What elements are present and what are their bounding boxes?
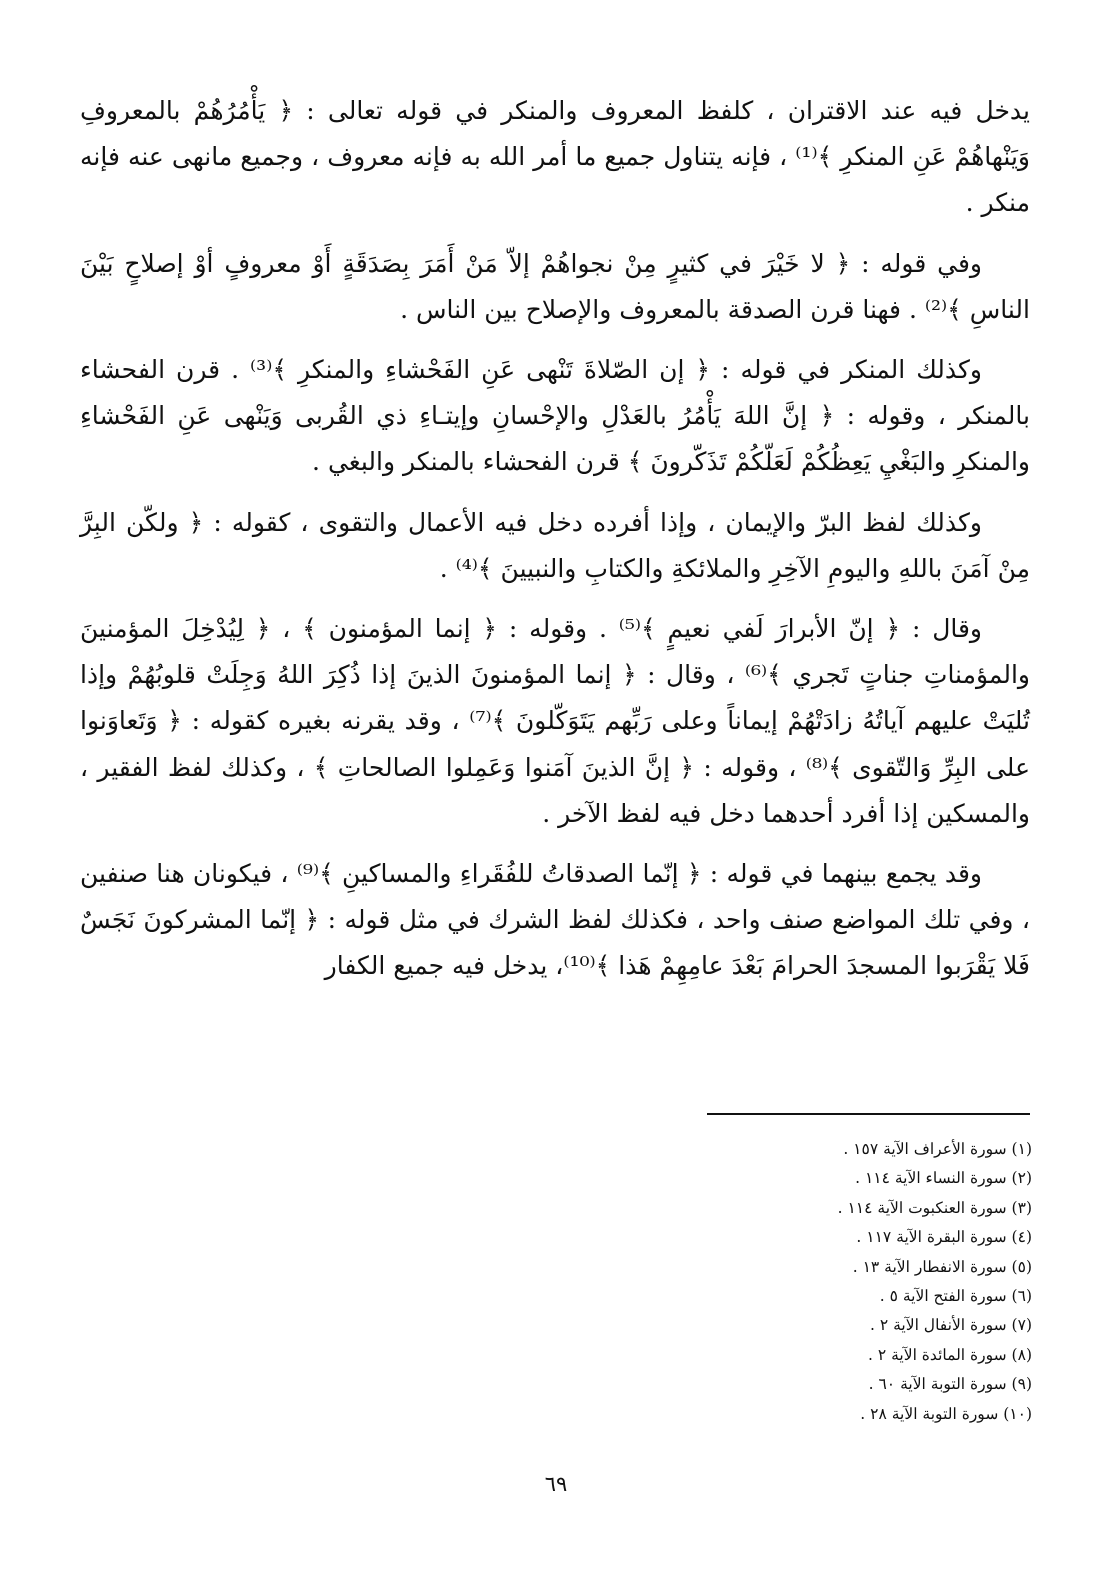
footnote-2: (٢) سورة النساء الآية ١١٤ . bbox=[855, 1169, 1032, 1188]
paragraph-4: وكذلك لفظ البرّ والإيمان ، وإذا أفرده دخل فيه الأعمال والتقوى ، كقوله : ﴿ ولكّن البِرَّ مِنْ آمَنَ باللهِ واليومِ الآخِرِ والملائكةِ والكتابِ والنبيينَ ﴾⁽⁴⁾ . bbox=[80, 507, 1030, 583]
footnotes bbox=[572, 1135, 1032, 1429]
footnote-6: (٦) سورة الفتح الآية ٥ . bbox=[879, 1287, 1032, 1306]
paragraph-5: وقال : ﴿ إنّ الأبرارَ لَفي نعيمٍ ﴾⁽⁵⁾ . وقوله : ﴿ إنما المؤمنون ﴾ ، ﴿ لِيُدْخِلَ المؤمنينَ والمؤمناتِ جناتٍ تَجري ﴾⁽⁶⁾ ، وقال : ﴿ إنما المؤمنونَ الذينَ إذا ذُكِرَ اللهُ وَجِلَتْ قلوبُهُمْ وإذا تُليَتْ عليهم آياتُهُ زادَتْهُمْ إيماناً وعلى رَبِّهم يَتَوَكّلونَ ﴾⁽⁷⁾ ، وقد يقرنه بغيره كقوله : ﴿ وَتَعاوَنوا على البِرِّ وَالتّقوى ﴾⁽⁸⁾ ، وقوله : ﴿ إنَّ الذينَ آمَنوا وَعَمِلوا الصالحاتِ ﴾ ، وكذلك لفظ الفقير ، والمسكين إذا أفرد أحدهما دخل فيه لفظ الآخر . bbox=[80, 614, 1030, 828]
body-text bbox=[80, 88, 1030, 1004]
footnote-7: (٧) سورة الأنفال الآية ٢ . bbox=[870, 1316, 1032, 1335]
page-number: ٦٩ bbox=[544, 1472, 568, 1496]
paragraph-3: وكذلك المنكر في قوله : ﴿ إن الصّلاةَ تَنْهى عَنِ الفَحْشاءِ والمنكرِ ﴾⁽³⁾ . قرن الفحشاء بالمنكر ، وقوله : ﴿ إنَّ اللهَ يَأْمُرُ بالعَدْلِ والإحْسانِ وإيتـاءِ ذي القُربى وَيَنْهى عَنِ الفَحْشاءِ والمنكرِ والبَغْيِ يَعِظُكُمْ لَعَلّكُمْ تَذَكّرونَ ﴾ قرن الفحشاء بالمنكر والبغي . bbox=[80, 355, 1030, 477]
footnote-10: (١٠) سورة التوبة الآية ٢٨ . bbox=[860, 1404, 1032, 1423]
footnote-9: (٩) سورة التوبة الآية ٦٠ . bbox=[868, 1375, 1032, 1394]
paragraph-6: وقد يجمع بينهما في قوله : ﴿ إنّما الصدقاتُ للفُقَراءِ والمساكينِ ﴾⁽⁹⁾ ، فيكونان هنا صنفين ، وفي تلك المواضع صنف واحد ، فكذلك لفظ الشرك في مثل قوله : ﴿ إنّما المشركونَ نَجَسٌ فَلا يَقْرَبوا المسجدَ الحرامَ بَعْدَ عامِهِمْ هَذا ﴾⁽¹⁰⁾، يدخل فيه جميع الكفار bbox=[80, 859, 1030, 981]
paragraph-2: وفي قوله : ﴿ لا خَيْرَ في كثيرٍ مِنْ نجواهُمْ إلاّ مَنْ أَمَرَ بِصَدَقَةٍ أَوْ معروفٍ أوْ إصلاحٍ بَيْنَ الناسِ ﴾⁽²⁾ . فهنا قرن الصدقة بالمعروف والإصلاح بين الناس . bbox=[80, 248, 1030, 324]
footnote-4: (٤) سورة البقرة الآية ١١٧ . bbox=[856, 1228, 1032, 1247]
footnote-divider bbox=[707, 1113, 1030, 1115]
paragraph-1: يدخل فيه عند الاقتران ، كلفظ المعروف والمنكر في قوله تعالى : ﴿ يَأْمُرُهُمْ بالمعروفِ وَيَنْهاهُمْ عَنِ المنكرِ ﴾⁽¹⁾ ، فإنه يتناول جميع ما أمر الله به فإنه معروف ، وجميع مانهى عنه فإنه منكر . bbox=[80, 96, 1031, 218]
footnote-5: (٥) سورة الانفطار الآية ١٣ . bbox=[852, 1257, 1032, 1276]
footnote-1: (١) سورة الأعراف الآية ١٥٧ . bbox=[843, 1140, 1032, 1158]
footnote-8: (٨) سورة المائدة الآية ٢ . bbox=[868, 1345, 1032, 1364]
footnote-3: (٣) سورة العنكبوت الآية ١١٤ . bbox=[837, 1198, 1032, 1217]
